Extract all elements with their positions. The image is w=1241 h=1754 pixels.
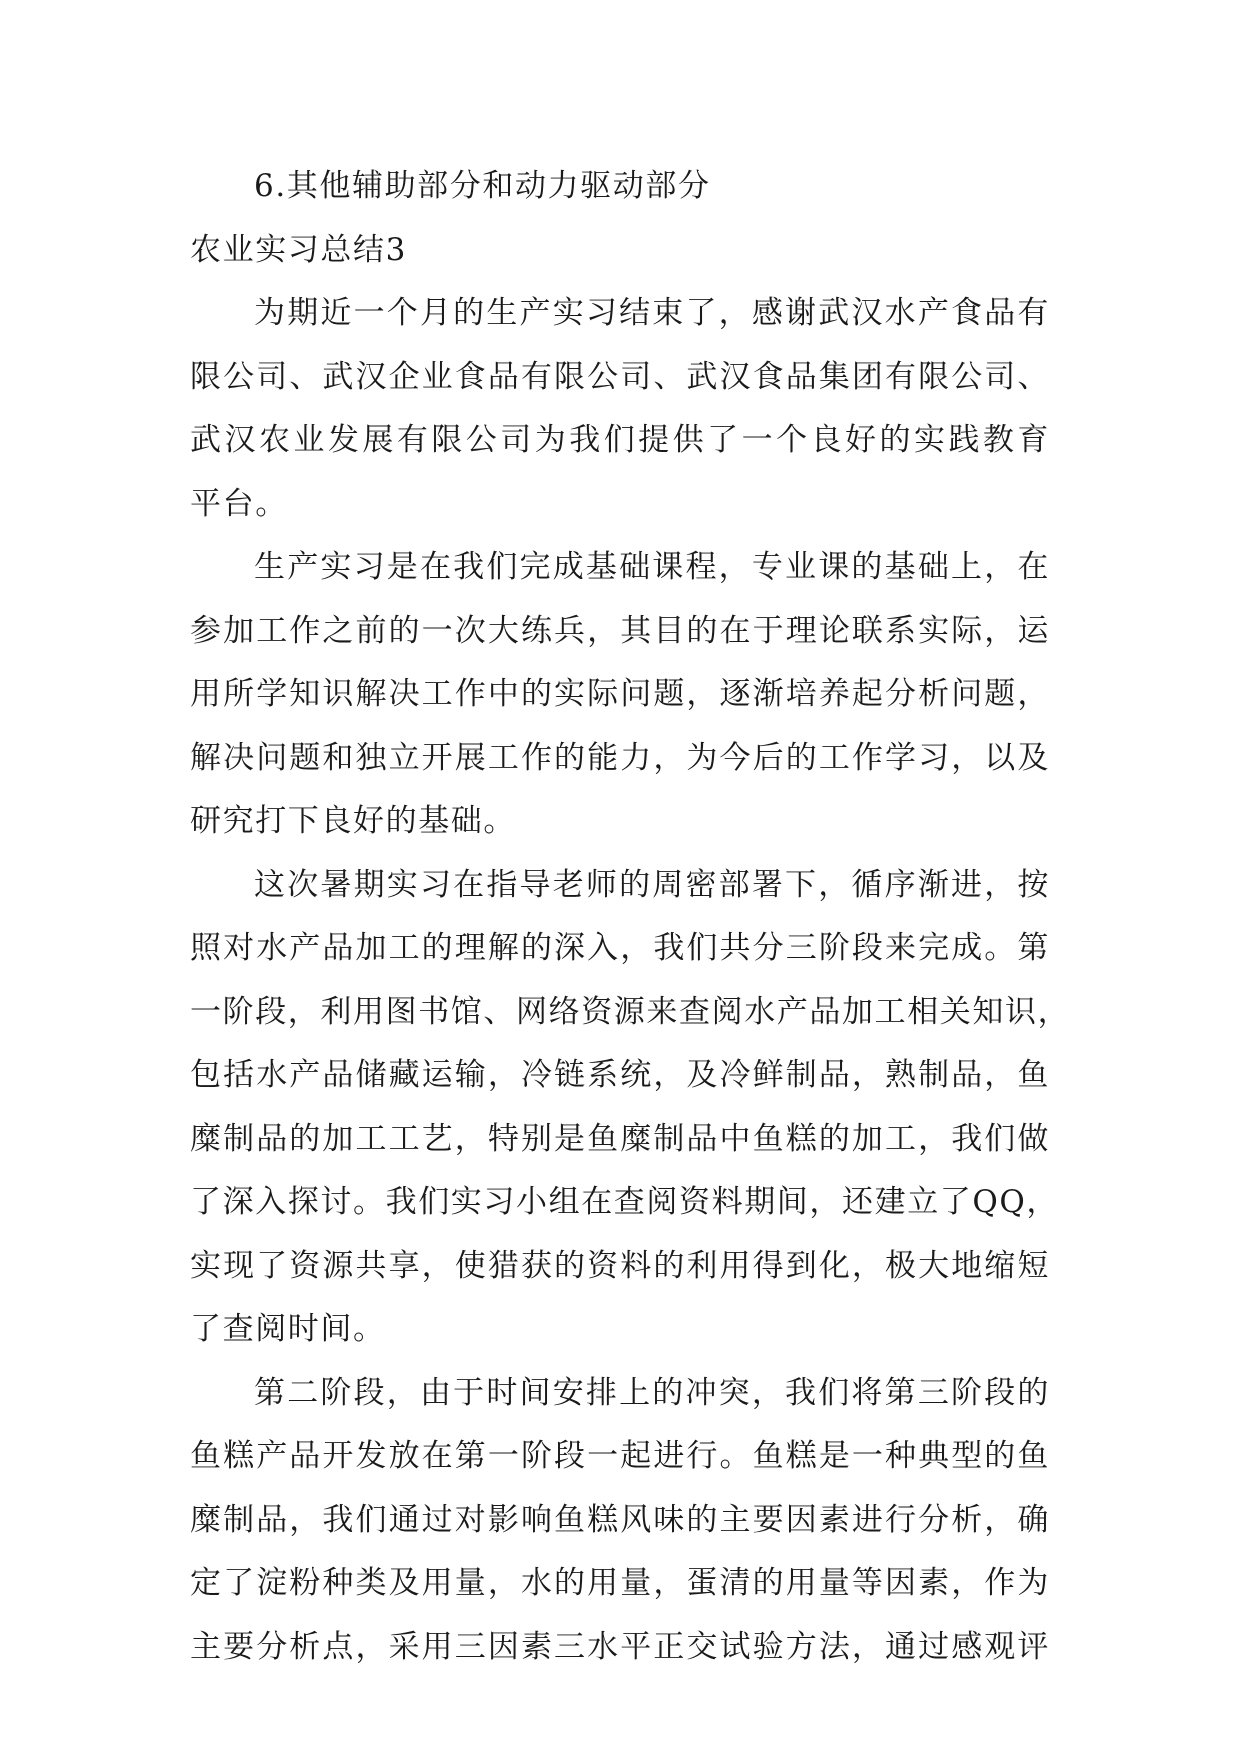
paragraph-line: 了深入探讨。我们实习小组在查阅资料期间，还建立了QQ， <box>190 1184 1060 1220</box>
paragraph-line: 这次暑期实习在指导老师的周密部署下，循序渐进，按 <box>254 867 1050 903</box>
paragraph-line: 限公司、武汉企业食品有限公司、武汉食品集团有限公司、 <box>190 359 1050 395</box>
paragraph-line: 包括水产品储藏运输，冷链系统，及冷鲜制品，熟制品，鱼 <box>190 1057 1050 1093</box>
paragraph-line: 平台。 <box>190 486 288 522</box>
paragraph-line: 糜制品，我们通过对影响鱼糕风味的主要因素进行分析，确 <box>190 1502 1050 1538</box>
paragraph-line: 生产实习是在我们完成基础课程，专业课的基础上，在 <box>254 549 1050 585</box>
paragraph-line: 解决问题和独立开展工作的能力，为今后的工作学习，以及 <box>190 740 1050 776</box>
paragraph-line: 第二阶段，由于时间安排上的冲突，我们将第三阶段的 <box>254 1375 1050 1411</box>
paragraph-line: 为期近一个月的生产实习结束了，感谢武汉水产食品有 <box>254 295 1050 331</box>
paragraph-line: 糜制品的加工工艺，特别是鱼糜制品中鱼糕的加工，我们做 <box>190 1121 1050 1157</box>
paragraph-line: 照对水产品加工的理解的深入，我们共分三阶段来完成。第 <box>190 930 1050 966</box>
paragraph-line: 了查阅时间。 <box>190 1311 386 1347</box>
paragraph-line: 一阶段，利用图书馆、网络资源来查阅水产品加工相关知识， <box>190 994 1071 1030</box>
paragraph-line: 鱼糕产品开发放在第一阶段一起进行。鱼糕是一种典型的鱼 <box>190 1438 1050 1474</box>
section-item-heading: 6.其他辅助部分和动力驱动部分 <box>254 168 711 204</box>
paragraph-line: 定了淀粉种类及用量，水的用量，蛋清的用量等因素，作为 <box>190 1565 1050 1601</box>
paragraph-line: 实现了资源共享，使猎获的资料的利用得到化，极大地缩短 <box>190 1248 1050 1284</box>
paragraph-line: 武汉农业发展有限公司为我们提供了一个良好的实践教育 <box>190 422 1050 458</box>
paragraph-line: 参加工作之前的一次大练兵，其目的在于理论联系实际，运 <box>190 613 1050 649</box>
paragraph-line: 主要分析点，采用三因素三水平正交试验方法，通过感观评 <box>190 1629 1050 1665</box>
paragraph-line: 研究打下良好的基础。 <box>190 803 516 839</box>
paragraph-line: 用所学知识解决工作中的实际问题，逐渐培养起分析问题， <box>190 676 1050 712</box>
document-title: 农业实习总结3 <box>190 232 407 268</box>
